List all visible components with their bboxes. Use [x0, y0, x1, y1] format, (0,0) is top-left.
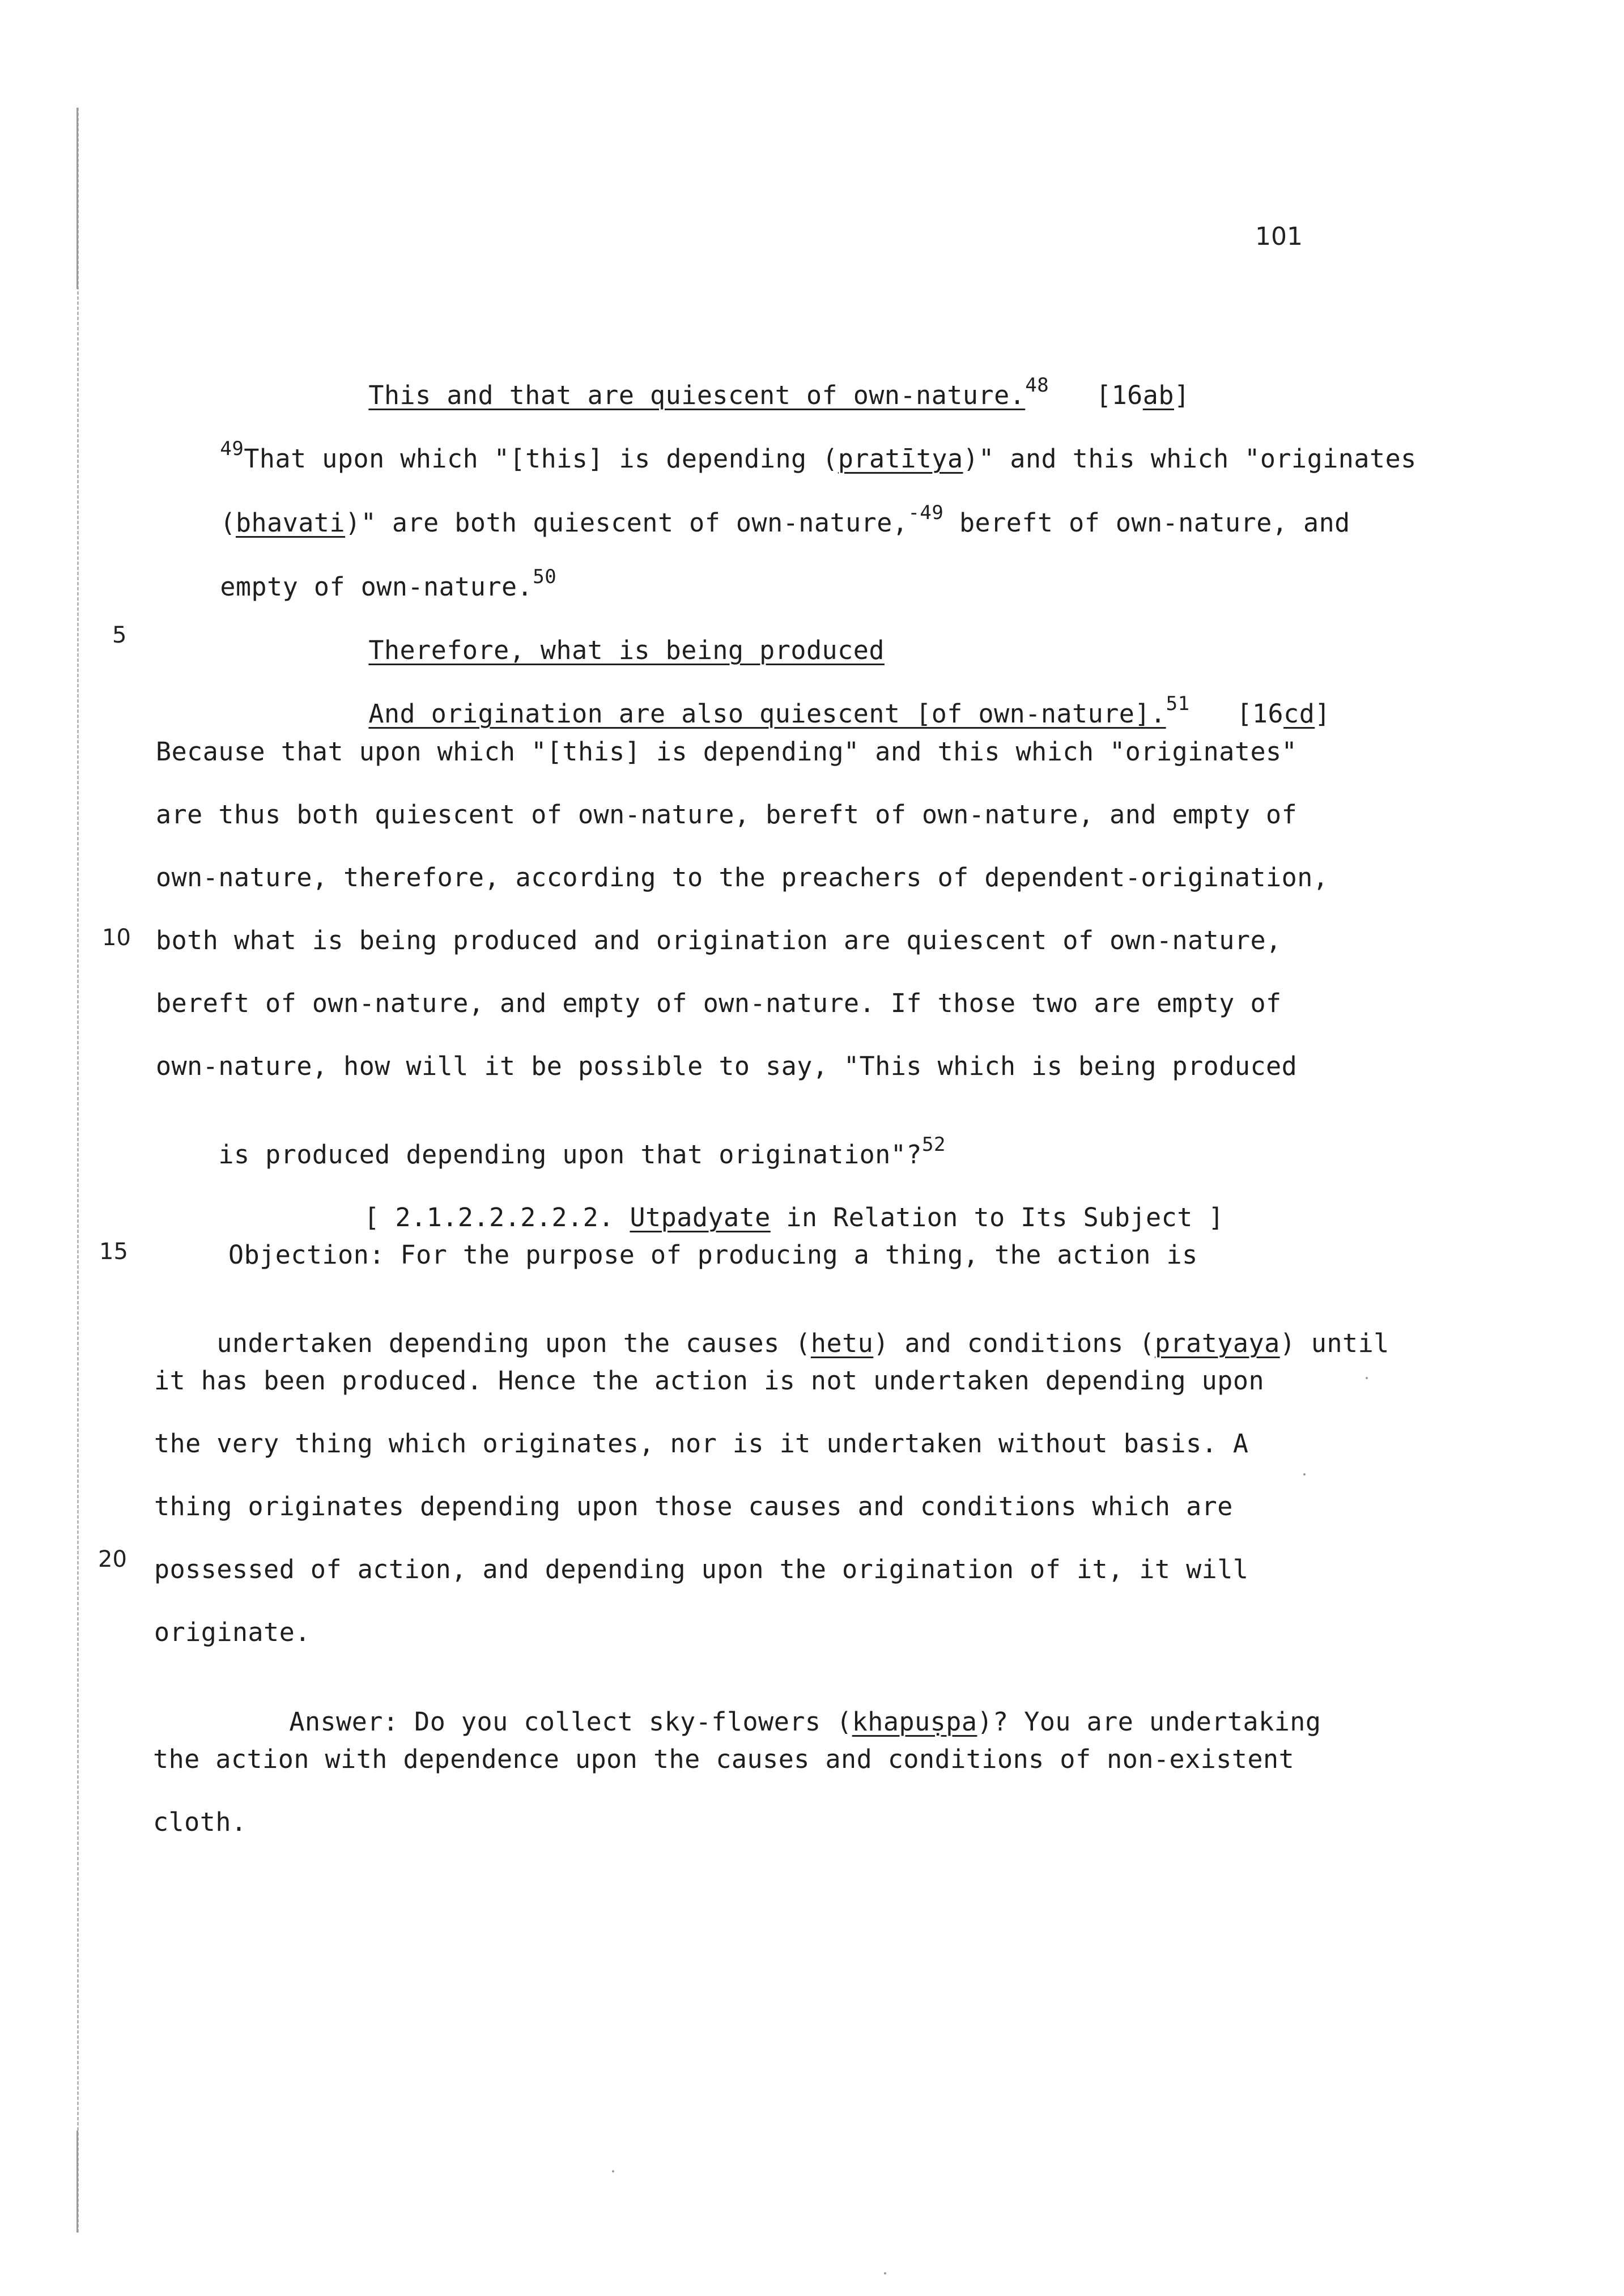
sanskrit-term: khapuṣpa	[852, 1707, 977, 1737]
scan-speck	[1303, 1473, 1306, 1476]
footnote-marker: 51	[1166, 692, 1190, 715]
text-line: Objection: For the purpose of producing a thing, the action is	[228, 1240, 1198, 1270]
scan-speck	[884, 2272, 886, 2274]
footnote-marker: 48	[1025, 374, 1049, 397]
sanskrit-term: pratyaya	[1154, 1328, 1280, 1358]
text-span: )" are both quiescent of own-nature,	[345, 508, 908, 538]
verse-tag-close: ]	[1315, 699, 1330, 729]
left-margin-rule-segment	[76, 2131, 78, 2233]
text-span: )? You are undertaking	[977, 1707, 1321, 1737]
text-span: [ 2.1.2.2.2.2.2.	[364, 1202, 630, 1232]
sanskrit-term: hetu	[810, 1328, 874, 1358]
footnote-marker: 52	[922, 1133, 946, 1156]
scan-speck	[612, 2170, 614, 2172]
line-number: 20	[98, 1546, 127, 1572]
sanskrit-term: Utpadyate	[630, 1202, 771, 1232]
text-line: possessed of action, and depending upon the origination of it, it will	[154, 1554, 1249, 1584]
text-span: ) until	[1279, 1328, 1389, 1358]
text-line: the action with dependence upon the causes and conditions of non-existent	[153, 1744, 1295, 1774]
text-span: (	[220, 508, 236, 538]
sanskrit-term: bhavati	[235, 508, 346, 538]
text-span: bereft of own-nature, and	[943, 508, 1350, 538]
sanskrit-term: pratītya	[837, 444, 963, 474]
verse-tag-suffix: cd	[1283, 699, 1315, 729]
text-line: cloth.	[153, 1807, 247, 1837]
left-margin-rule	[77, 108, 79, 2233]
page-number: 101	[1255, 222, 1303, 251]
text-line: bereft of own-nature, and empty of own-nature. If those two are empty of	[156, 988, 1282, 1018]
line-number: 5	[112, 622, 127, 648]
text-line: both what is being produced and origination are quiescent of own-nature,	[156, 925, 1282, 955]
text-span: Answer: Do you collect sky-flowers (	[289, 1707, 852, 1737]
line-number: 10	[102, 925, 131, 951]
text-line: it has been produced. Hence the action is not undertaken depending upon	[154, 1366, 1265, 1396]
text-span: ) and conditions (	[873, 1328, 1155, 1358]
text-span: That upon which "[this] is depending (	[244, 444, 838, 474]
text-line: are thus both quiescent of own-nature, bereft of own-nature, and empty of	[156, 800, 1298, 830]
text-line: own-nature, therefore, according to the preachers of dependent-origination,	[156, 862, 1329, 892]
text-span: )" and this which "originates	[963, 444, 1417, 474]
line-number: 15	[99, 1239, 128, 1265]
text-span: in Relation to Its Subject ]	[770, 1202, 1224, 1232]
text-span: is produced depending upon that origination"?	[218, 1140, 922, 1170]
verse-tag-close: ]	[1174, 380, 1190, 410]
left-margin-rule-segment	[76, 108, 78, 289]
verse-tag-open: [16	[1096, 380, 1143, 410]
text-line: Because that upon which "[this] is depending" and this which "originates"	[156, 737, 1298, 767]
verse-tag-open: [16	[1236, 699, 1284, 729]
verse-tag-suffix: ab	[1142, 380, 1174, 410]
text-span: undertaken depending upon the causes (	[216, 1328, 811, 1358]
text-span: empty of own-nature.	[220, 572, 533, 602]
footnote-marker: 49	[220, 437, 244, 460]
scan-speck	[1366, 1377, 1368, 1379]
text-line: thing originates depending upon those causes and conditions which are	[154, 1491, 1233, 1521]
text-line: originate.	[154, 1617, 311, 1647]
verse-text: This and that are quiescent of own-nature.	[368, 380, 1026, 410]
footnote-marker: -49	[908, 501, 944, 524]
footnote-marker: 50	[533, 566, 557, 588]
text-line: the very thing which originates, nor is it undertaken without basis. A	[154, 1428, 1249, 1459]
text-line: own-nature, how will it be possible to say, "This which is being produced	[156, 1051, 1298, 1081]
verse-text: And origination are also quiescent [of own-nature].	[368, 699, 1166, 729]
verse-text: Therefore, what is being produced	[368, 635, 885, 665]
